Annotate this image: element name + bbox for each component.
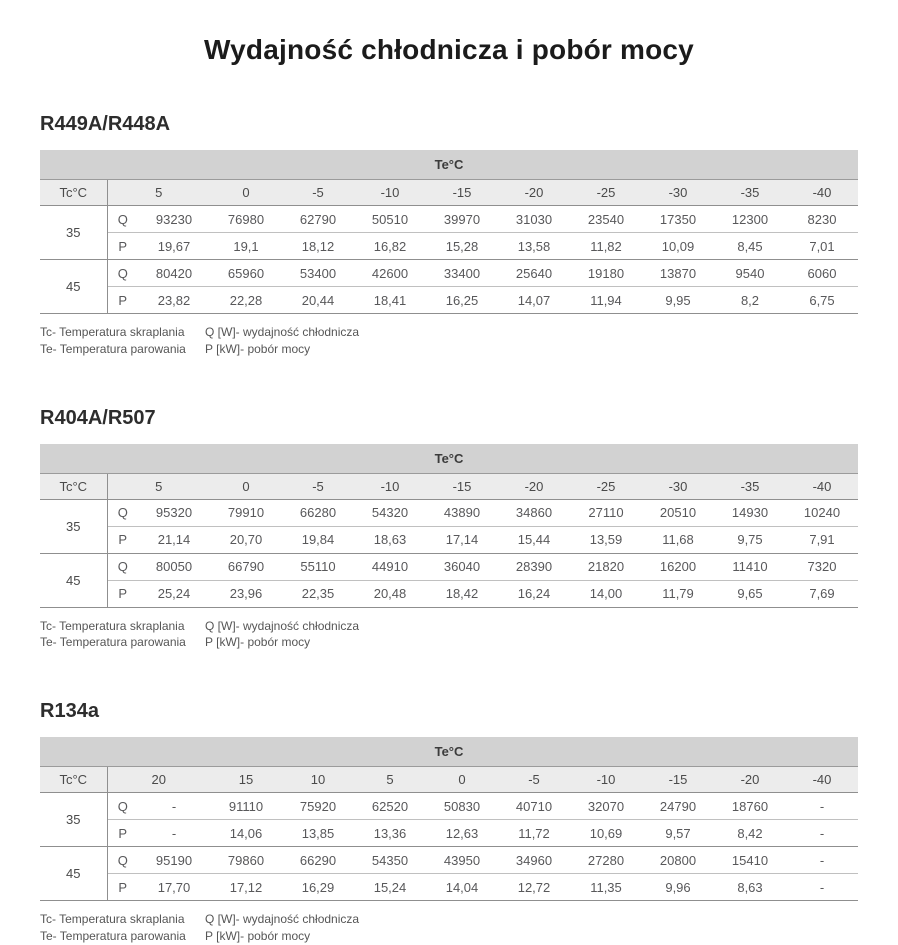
- p-value-cell: -: [786, 874, 858, 901]
- p-value-cell: 23,96: [210, 580, 282, 607]
- q-value-cell: 24790: [642, 793, 714, 820]
- footnote-line: P [kW]- pobór mocy: [205, 928, 311, 943]
- q-value-cell: 28390: [498, 553, 570, 580]
- p-value-cell: 12,63: [426, 820, 498, 847]
- q-value-cell: 25640: [498, 260, 570, 287]
- q-value-cell: 62520: [354, 793, 426, 820]
- footnote-line: P [kW]- pobór mocy: [205, 341, 311, 356]
- te-value-cell: -5: [282, 473, 354, 499]
- p-value-cell: 8,2: [714, 287, 786, 314]
- q-label: Q: [107, 553, 138, 580]
- q-value-cell: 27110: [570, 499, 642, 526]
- p-value-cell: 7,91: [786, 526, 858, 553]
- performance-table: [40, 150, 858, 314]
- tc-header-label: Tc°C: [40, 180, 107, 206]
- q-value-cell: 50510: [354, 206, 426, 233]
- q-value-cell: 20510: [642, 499, 714, 526]
- p-value-cell: 13,59: [570, 526, 642, 553]
- tc-value: 45: [40, 553, 107, 607]
- p-label: P: [107, 526, 138, 553]
- q-value-cell: 31030: [498, 206, 570, 233]
- q-value-cell: 36040: [426, 553, 498, 580]
- te-value-cell: -5: [498, 767, 570, 793]
- te-value-cell: -25: [570, 473, 642, 499]
- te-value-cell: -10: [354, 180, 426, 206]
- tc-value: 35: [40, 499, 107, 553]
- q-value-cell: 39970: [426, 206, 498, 233]
- te-value-cell: 15: [210, 767, 282, 793]
- footnote-line: Tc- Temperatura skraplania: [40, 325, 185, 339]
- q-value-cell: 33400: [426, 260, 498, 287]
- footnote-line: Q [W]- wydajność chłodnicza: [205, 325, 360, 339]
- p-value-cell: 15,24: [354, 874, 426, 901]
- q-row: [40, 260, 858, 287]
- q-value-cell: 20800: [642, 847, 714, 874]
- p-value-cell: 7,69: [786, 580, 858, 607]
- q-value-cell: 43890: [426, 499, 498, 526]
- p-value-cell: 7,01: [786, 233, 858, 260]
- footnote-left-column: [40, 618, 205, 652]
- q-row: [40, 206, 858, 233]
- p-value-cell: 9,95: [642, 287, 714, 314]
- q-label: Q: [107, 206, 138, 233]
- p-value-cell: 14,07: [498, 287, 570, 314]
- p-value-cell: 14,00: [570, 580, 642, 607]
- footnote-line: Q [W]- wydajność chłodnicza: [205, 618, 360, 633]
- q-value-cell: 93230: [138, 206, 210, 233]
- q-value-cell: 66290: [282, 847, 354, 874]
- te-value-cell: -15: [642, 767, 714, 793]
- q-value-cell: 44910: [354, 553, 426, 580]
- footnote-line: Te- Temperatura parowania: [40, 341, 186, 356]
- p-value-cell: 9,65: [714, 580, 786, 607]
- p-value-cell: 23,82: [138, 287, 210, 314]
- p-value-cell: 14,06: [210, 820, 282, 847]
- q-value-cell: 80050: [138, 553, 210, 580]
- te-value-cell: -40: [786, 473, 858, 499]
- q-value-cell: 11410: [714, 553, 786, 580]
- p-row: [40, 526, 858, 553]
- footnote-right-column: [205, 618, 359, 652]
- te-value-cell: -20: [498, 180, 570, 206]
- q-value-cell: 27280: [570, 847, 642, 874]
- p-value-cell: -: [138, 820, 210, 847]
- te-values-row: [40, 767, 858, 793]
- footnote: [40, 324, 858, 358]
- p-value-cell: 9,57: [642, 820, 714, 847]
- p-value-cell: 14,04: [426, 874, 498, 901]
- te-header-label: Te°C: [40, 737, 858, 767]
- te-value-cell: -10: [570, 767, 642, 793]
- p-value-cell: 20,44: [282, 287, 354, 314]
- footnote-line: Te- Temperatura parowania: [40, 635, 186, 650]
- p-value-cell: 25,24: [138, 580, 210, 607]
- q-value-cell: 16200: [642, 553, 714, 580]
- page-title: Wydajność chłodnicza i pobór mocy: [204, 34, 694, 65]
- q-value-cell: 79860: [210, 847, 282, 874]
- footnote-right-column: [205, 324, 359, 358]
- q-value-cell: 50830: [426, 793, 498, 820]
- q-value-cell: 9540: [714, 260, 786, 287]
- q-value-cell: 65960: [210, 260, 282, 287]
- p-value-cell: 18,42: [426, 580, 498, 607]
- q-value-cell: 42600: [354, 260, 426, 287]
- q-value-cell: 18760: [714, 793, 786, 820]
- q-value-cell: 34960: [498, 847, 570, 874]
- p-value-cell: 8,42: [714, 820, 786, 847]
- te-value-cell: -5: [282, 180, 354, 206]
- q-value-cell: 19180: [570, 260, 642, 287]
- q-row: [40, 553, 858, 580]
- te-band-row: [40, 737, 858, 767]
- te-value-cell: -40: [786, 767, 858, 793]
- p-value-cell: 8,63: [714, 874, 786, 901]
- te-value-cell: 5: [354, 767, 426, 793]
- p-value-cell: 20,70: [210, 526, 282, 553]
- p-value-cell: 10,69: [570, 820, 642, 847]
- p-value-cell: 9,96: [642, 874, 714, 901]
- p-value-cell: 21,14: [138, 526, 210, 553]
- q-value-cell: -: [138, 793, 210, 820]
- te-value-cell: -25: [570, 180, 642, 206]
- p-value-cell: 18,12: [282, 233, 354, 260]
- footnote-left-column: [40, 324, 205, 358]
- p-value-cell: 18,41: [354, 287, 426, 314]
- te-value-cell: 20: [107, 767, 210, 793]
- q-value-cell: 54320: [354, 499, 426, 526]
- te-value-cell: -15: [426, 180, 498, 206]
- te-value-cell: 0: [426, 767, 498, 793]
- q-value-cell: 43950: [426, 847, 498, 874]
- tc-value: 35: [40, 206, 107, 260]
- te-value-cell: -40: [786, 180, 858, 206]
- q-value-cell: 21820: [570, 553, 642, 580]
- p-row: [40, 820, 858, 847]
- refrigerant-section-r449a-r448a: [40, 113, 858, 358]
- p-value-cell: 19,67: [138, 233, 210, 260]
- te-band-row: [40, 150, 858, 180]
- footnote-line: Tc- Temperatura skraplania: [40, 618, 185, 633]
- q-value-cell: 7320: [786, 553, 858, 580]
- p-value-cell: 22,35: [282, 580, 354, 607]
- te-value-cell: 0: [210, 180, 282, 206]
- p-value-cell: 11,82: [570, 233, 642, 260]
- section-heading: R404A/R507: [40, 406, 156, 429]
- performance-table: [40, 737, 858, 901]
- p-value-cell: 17,12: [210, 874, 282, 901]
- te-value-cell: 10: [282, 767, 354, 793]
- q-value-cell: 76980: [210, 206, 282, 233]
- p-label: P: [107, 287, 138, 314]
- te-value-cell: -20: [714, 767, 786, 793]
- p-value-cell: 16,25: [426, 287, 498, 314]
- p-value-cell: 11,68: [642, 526, 714, 553]
- q-value-cell: 15410: [714, 847, 786, 874]
- p-value-cell: 6,75: [786, 287, 858, 314]
- te-values-row: [40, 180, 858, 206]
- p-value-cell: 11,79: [642, 580, 714, 607]
- q-value-cell: 40710: [498, 793, 570, 820]
- p-value-cell: 13,85: [282, 820, 354, 847]
- q-value-cell: 95320: [138, 499, 210, 526]
- q-value-cell: 80420: [138, 260, 210, 287]
- q-label: Q: [107, 793, 138, 820]
- q-value-cell: 54350: [354, 847, 426, 874]
- p-label: P: [107, 820, 138, 847]
- p-label: P: [107, 233, 138, 260]
- p-value-cell: 11,72: [498, 820, 570, 847]
- te-value-cell: -15: [426, 473, 498, 499]
- q-value-cell: 75920: [282, 793, 354, 820]
- p-value-cell: 15,28: [426, 233, 498, 260]
- q-label: Q: [107, 260, 138, 287]
- p-value-cell: 16,82: [354, 233, 426, 260]
- p-row: [40, 874, 858, 901]
- te-value-cell: 0: [210, 473, 282, 499]
- p-value-cell: -: [786, 820, 858, 847]
- p-row: [40, 233, 858, 260]
- p-label: P: [107, 874, 138, 901]
- te-value-cell: -20: [498, 473, 570, 499]
- footnote-line: Te- Temperatura parowania: [40, 928, 186, 943]
- footnote-line: P [kW]- pobór mocy: [205, 635, 311, 650]
- p-value-cell: 19,1: [210, 233, 282, 260]
- te-header-label: Te°C: [40, 150, 858, 180]
- te-band-row: [40, 444, 858, 474]
- q-value-cell: 8230: [786, 206, 858, 233]
- te-value-cell: -30: [642, 180, 714, 206]
- q-value-cell: 66280: [282, 499, 354, 526]
- te-value-cell: 5: [107, 180, 210, 206]
- q-value-cell: 91110: [210, 793, 282, 820]
- te-value-cell: -35: [714, 180, 786, 206]
- q-value-cell: -: [786, 793, 858, 820]
- te-header-label: Te°C: [40, 444, 858, 474]
- footnote-line: Q [W]- wydajność chłodnicza: [205, 912, 360, 927]
- p-value-cell: 12,72: [498, 874, 570, 901]
- tc-header-label: Tc°C: [40, 473, 107, 499]
- p-value-cell: 18,63: [354, 526, 426, 553]
- refrigerant-section-r134a: [40, 700, 858, 945]
- tc-value: 45: [40, 260, 107, 314]
- q-value-cell: 6060: [786, 260, 858, 287]
- q-value-cell: 23540: [570, 206, 642, 233]
- footnote: [40, 618, 858, 652]
- p-value-cell: 20,48: [354, 580, 426, 607]
- q-row: [40, 793, 858, 820]
- q-value-cell: 55110: [282, 553, 354, 580]
- p-value-cell: 10,09: [642, 233, 714, 260]
- te-values-row: [40, 473, 858, 499]
- p-value-cell: 22,28: [210, 287, 282, 314]
- q-value-cell: 34860: [498, 499, 570, 526]
- p-value-cell: 13,58: [498, 233, 570, 260]
- q-row: [40, 499, 858, 526]
- footnote-line: Tc- Temperatura skraplania: [40, 912, 185, 927]
- p-row: [40, 287, 858, 314]
- p-value-cell: 19,84: [282, 526, 354, 553]
- tc-value: 45: [40, 847, 107, 901]
- p-value-cell: 17,70: [138, 874, 210, 901]
- p-value-cell: 11,94: [570, 287, 642, 314]
- performance-table: [40, 444, 858, 608]
- p-row: [40, 580, 858, 607]
- q-value-cell: 17350: [642, 206, 714, 233]
- p-value-cell: 8,45: [714, 233, 786, 260]
- q-value-cell: -: [786, 847, 858, 874]
- p-value-cell: 15,44: [498, 526, 570, 553]
- te-value-cell: -35: [714, 473, 786, 499]
- q-value-cell: 13870: [642, 260, 714, 287]
- section-heading: R134a: [40, 700, 99, 723]
- p-value-cell: 11,35: [570, 874, 642, 901]
- q-label: Q: [107, 499, 138, 526]
- q-value-cell: 12300: [714, 206, 786, 233]
- section-heading: R449A/R448A: [40, 113, 171, 135]
- p-value-cell: 16,29: [282, 874, 354, 901]
- te-value-cell: -10: [354, 473, 426, 499]
- q-value-cell: 10240: [786, 499, 858, 526]
- tc-header-label: Tc°C: [40, 767, 107, 793]
- te-value-cell: -30: [642, 473, 714, 499]
- q-value-cell: 53400: [282, 260, 354, 287]
- q-value-cell: 14930: [714, 499, 786, 526]
- p-value-cell: 17,14: [426, 526, 498, 553]
- q-value-cell: 32070: [570, 793, 642, 820]
- q-value-cell: 95190: [138, 847, 210, 874]
- q-row: [40, 847, 858, 874]
- p-value-cell: 9,75: [714, 526, 786, 553]
- q-value-cell: 62790: [282, 206, 354, 233]
- p-label: P: [107, 580, 138, 607]
- refrigerant-section-r404a-r507: [40, 407, 858, 652]
- q-value-cell: 79910: [210, 499, 282, 526]
- q-label: Q: [107, 847, 138, 874]
- q-value-cell: 66790: [210, 553, 282, 580]
- p-value-cell: 13,36: [354, 820, 426, 847]
- te-value-cell: 5: [107, 473, 210, 499]
- tc-value: 35: [40, 793, 107, 847]
- p-value-cell: 16,24: [498, 580, 570, 607]
